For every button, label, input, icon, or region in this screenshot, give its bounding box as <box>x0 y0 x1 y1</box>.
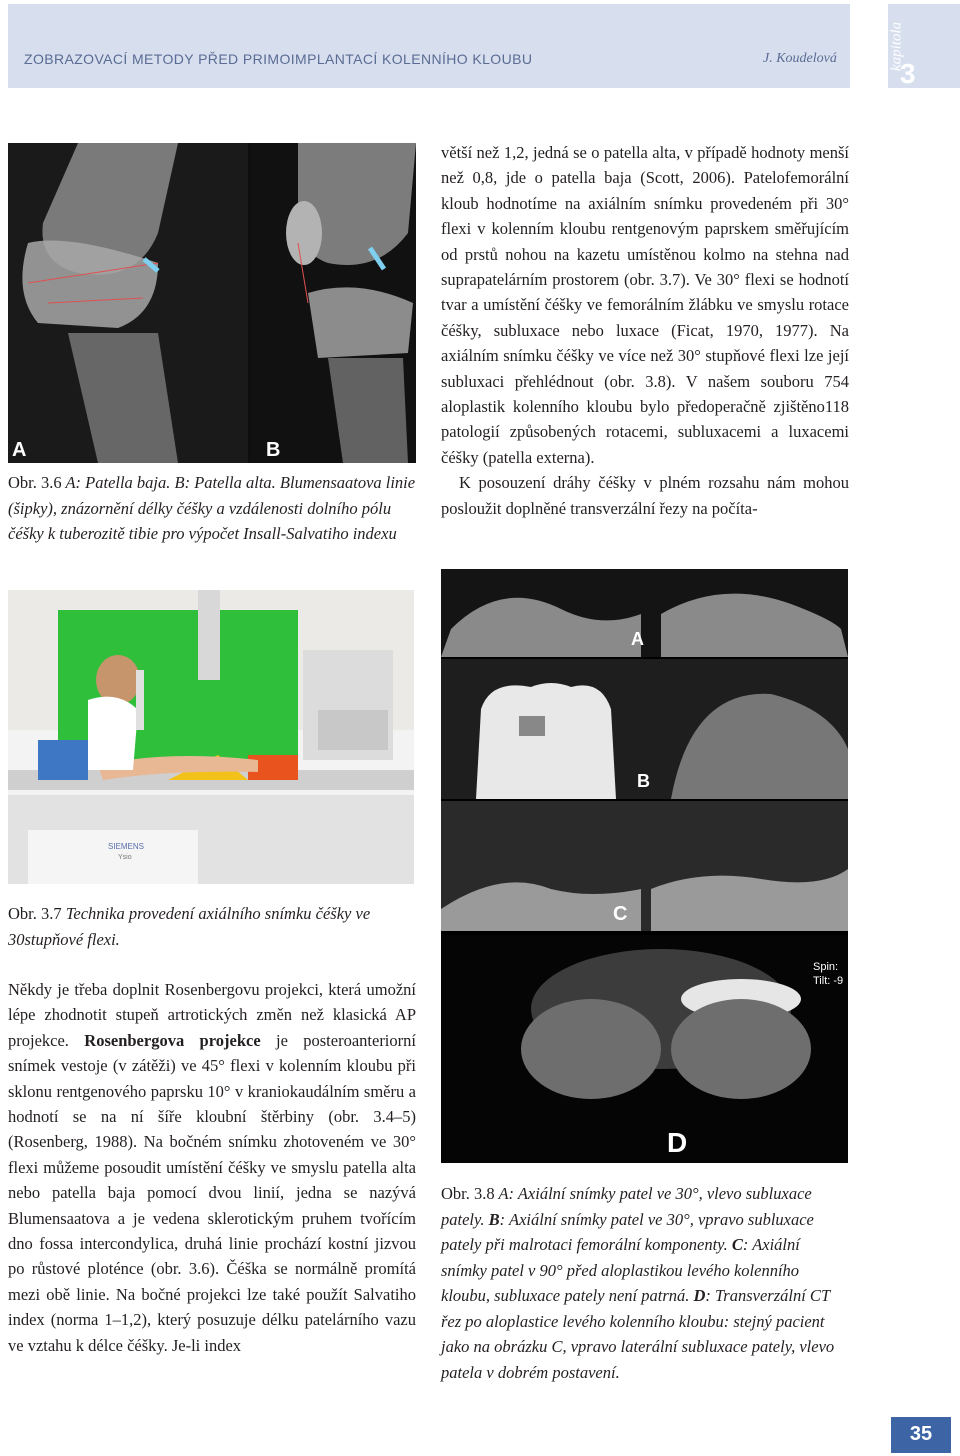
figure-3-7-caption <box>8 901 416 952</box>
figure-3-7-image <box>8 590 414 884</box>
left-column-bold-term: Rosenbergova projekce <box>84 1030 261 1050</box>
figure-3-8-caption-b: B <box>488 1209 500 1229</box>
figure-3-8-caption-c-text: : Axiální snímky patel v 90° před aloplastikou levého kolenního kloubu, subluxace pately není patrná. <box>441 1235 800 1305</box>
chapter-label: kapitola <box>888 21 905 72</box>
figure-3-8-image <box>441 569 848 1163</box>
axial-projection-photo-illustration <box>8 590 414 884</box>
figure-3-8-panel-c-label: C <box>613 903 628 925</box>
running-header-title: ZOBRAZOVACÍ METODY PŘED PRIMOIMPLANTACÍ KOLENNÍHO KLOUBU <box>24 51 533 67</box>
page-number: 35 <box>909 1423 933 1445</box>
figure-3-8-caption-a-text: Axiální snímky patel ve 30°, vlevo subluxace pately. <box>441 1184 812 1229</box>
figure-3-8-caption-d: D <box>693 1286 706 1305</box>
figure-3-6-caption <box>8 470 416 547</box>
left-column-text-end: je posteroanteriorní snímek vestoje (v zátěži) ve 45° flexi v kolenním kloubu při sklonu rentgenového paprsku 10° v kraniokaudálním směru a hodnotí se na ní šíře kloubní štěrbiny (obr. 3.4–5) (Rosenberg, 1988). Na bočném snímku zhotoveném ve 30° flexi můžeme posoudit umístění čéšky ve smyslu patella alta nebo patella baja pomocí dvou linií, jedna se nazývá Blumensaatova a je vedena sklerotickým pruhem tvořícím dno fossa intercondylica, druhá linie prochází kostní jizvou po růstové ploténce (obr. 3.6). Čéška se normálně promítá mezi obě linie. Na bočné projekci lze také použít Salvatiho index (norma 1–1,2), který posuzuje délku patelárního vazu ve vztahu k délce čéšky. Je-li index <box>8 1030 416 1355</box>
right-column-text <box>441 140 849 521</box>
figure-3-8-caption-d-text: : Transverzální CT řez po aloplastice levého kolenního kloubu: stejný pacient jako na obrázku C, vpravo laterální subluxace pately, vlevo patela v dobrém postavení. <box>441 1286 835 1382</box>
figure-3-7-caption-text: Technika provedení axiálního snímku čéšky ve 30stupňové flexi. <box>8 904 371 949</box>
figure-3-6-image <box>8 143 416 463</box>
figure-3-8-caption-a: A: <box>498 1184 515 1203</box>
equipment-brand-label: SIEMENS <box>108 842 145 851</box>
figure-3-6-caption-label: Obr. 3.6 <box>8 473 62 492</box>
figure-3-8-caption-b-text: : Axiální snímky patel ve 30°, vpravo subluxace pately při malrotaci femorální komponenty. <box>441 1209 814 1254</box>
figure-3-6-panel-a-label: A <box>12 439 27 461</box>
figure-3-6-caption-text: A: Patella baja. B: Patella alta. Blumensaatova linie (šipky), znázornění délky čéšky a vzdálenosti dolního pólu čéšky k tuberozitě tibie pro výpočet Insall-Salvatiho indexu <box>8 473 416 543</box>
ct-overlay-spin: Spin: <box>813 961 839 973</box>
left-column-text-start: Někdy je třeba doplnit Rosenbergovu projekci, která umožní lépe zhodnotit stupeň artrotických změn než klasická AP projekce. <box>8 980 416 1050</box>
running-header <box>8 4 850 88</box>
figure-3-8-caption-c: C <box>731 1235 743 1254</box>
page-number-box <box>891 1417 951 1453</box>
figure-3-8-panel-d-label: D <box>667 1127 688 1158</box>
knee-radiographs-illustration <box>8 143 416 463</box>
figure-3-8-caption-label: Obr. 3.8 <box>441 1184 495 1203</box>
axial-patella-illustration <box>441 569 848 1163</box>
figure-3-7-caption-label: Obr. 3.7 <box>8 904 62 923</box>
figure-3-8-panel-b-label: B <box>637 771 650 791</box>
equipment-model-label: Ysio <box>118 854 132 861</box>
running-header-author: J. Koudelová <box>763 51 837 66</box>
right-column-paragraph-1: větší než 1,2, jedná se o patella alta, v případě hodnoty menší než 0,8, jde o patella baja (Scott, 2006). Patelofemorální kloub hodnotíme na axiálním snímku provedeném při 30° flexi v kolenním kloubu rentgenovým paprskem směřujícím od prstů nohou na kazetu umístěnou kolmo na stehna nad suprapatelárním prostorem (obr. 3.7). Ve 30° flexi se hodnotí tvar a umístění čéšky ve femorálním žlábku ve smyslu rotace čéšky, subluxace nebo luxace (Ficat, 1970, 1977). Na axiálním snímku čéšky ve více než 30° stupňové flexi lze její subluxaci přehlédnout (obr. 3.8). V našem souboru 754 aloplastik kolenního kloubu bylo předoperačně zjištěno118 patologií způsobených rotacemi, subluxacemi a luxacemi čéšky (patella externa). <box>441 143 849 467</box>
right-column-paragraph-2: K posouzení dráhy čéšky v plném rozsahu nám mohou posloužit doplněné transverzální řezy na počíta- <box>441 473 849 518</box>
ct-overlay-tilt: Tilt: -9 <box>813 975 844 987</box>
chapter-number: 3 <box>900 58 916 89</box>
figure-3-8-panel-a-label: A <box>631 629 644 649</box>
figure-3-6-panel-b-label: B <box>266 439 281 461</box>
left-column-paragraph-1 <box>8 977 416 1358</box>
left-column-text <box>8 977 416 1358</box>
figure-3-8-caption <box>441 1181 849 1385</box>
